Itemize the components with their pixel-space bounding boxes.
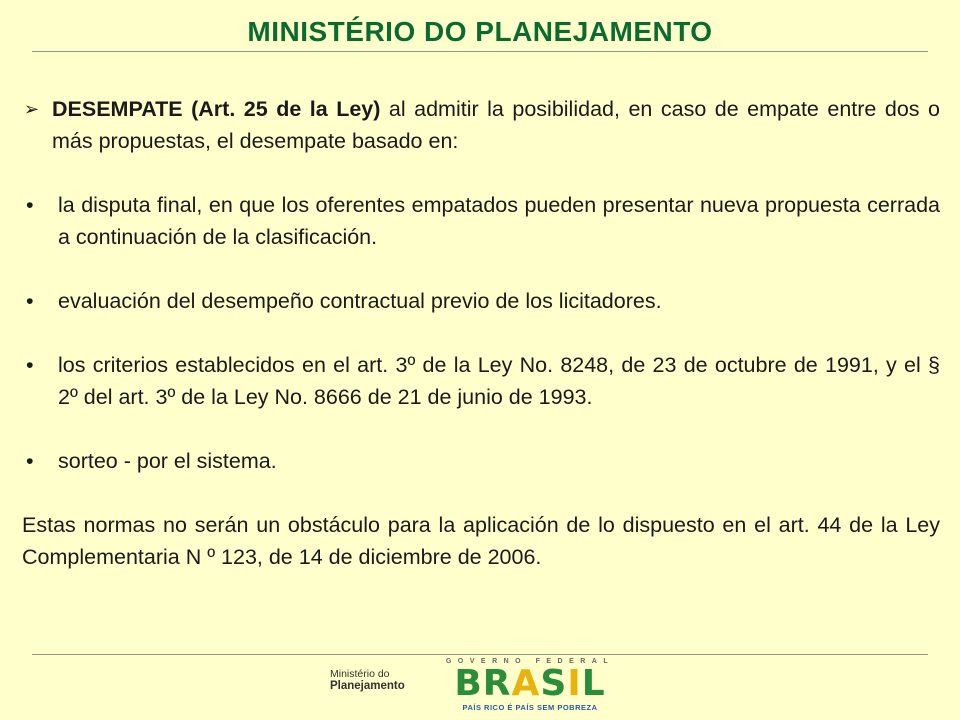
list-item [22, 349, 940, 413]
bullet-icon: • [26, 193, 34, 217]
list-item [22, 189, 940, 253]
ministry-logo-line1: Ministério do [330, 668, 390, 680]
list-item-text: evaluación del desempeño contractual previo de los licitadores. [58, 289, 662, 313]
list-item [22, 285, 940, 317]
bullet-icon: • [26, 289, 34, 313]
bullet-icon: • [26, 353, 34, 377]
governo-federal-label: GOVERNO FEDERAL [445, 658, 615, 665]
brasil-wordmark [445, 663, 615, 704]
ministry-logo [330, 668, 405, 692]
desempate-heading: DESEMPATE (Art. 25 de la Ley) [52, 97, 381, 121]
brasil-letter: R [482, 663, 512, 704]
governo-federal-logo [445, 658, 615, 712]
list-item [22, 445, 940, 477]
ministry-logo-line2: Planejamento [330, 680, 405, 692]
list-item-text: sorteo - por el sistema. [58, 449, 277, 473]
brasil-letter: L [581, 663, 606, 704]
brasil-letter: A [511, 663, 541, 704]
desempate-intro [22, 93, 940, 157]
bullet-icon: • [26, 449, 34, 473]
gov-tagline: PAÍS RICO É PAÍS SEM POBREZA [462, 703, 598, 712]
list-item-text: la disputa final, en que los oferentes empatados pueden presentar nueva propuesta cerrada a continuación de la clasificación. [58, 193, 940, 249]
footer-divider [32, 654, 928, 655]
list-item-text: los criterios establecidos en el art. 3º de la Ley No. 8248, de 23 de octubre de 1991, y el § 2º del art. 3º de la Ley No. 8666 de 21 de junio de 1993. [58, 353, 940, 409]
desempate-text: al admitir la posibilidad, en caso de empate entre dos o más propuestas, el desempate basado en: [52, 97, 940, 153]
arrow-bullet-icon: ➢ [24, 99, 40, 119]
header-divider [32, 51, 928, 52]
page-title: MINISTÉRIO DO PLANEJAMENTO [247, 16, 713, 47]
brasil-letter: S [540, 663, 568, 704]
closing-paragraph: Estas normas no serán un obstáculo para la aplicación de lo dispuesto en el art. 44 de la Ley Complementaria N º 123, de 14 de diciembre de 2006. [22, 513, 940, 569]
brasil-letter: B [454, 663, 483, 704]
brasil-letter: I [567, 663, 582, 704]
slide-content [22, 93, 940, 573]
